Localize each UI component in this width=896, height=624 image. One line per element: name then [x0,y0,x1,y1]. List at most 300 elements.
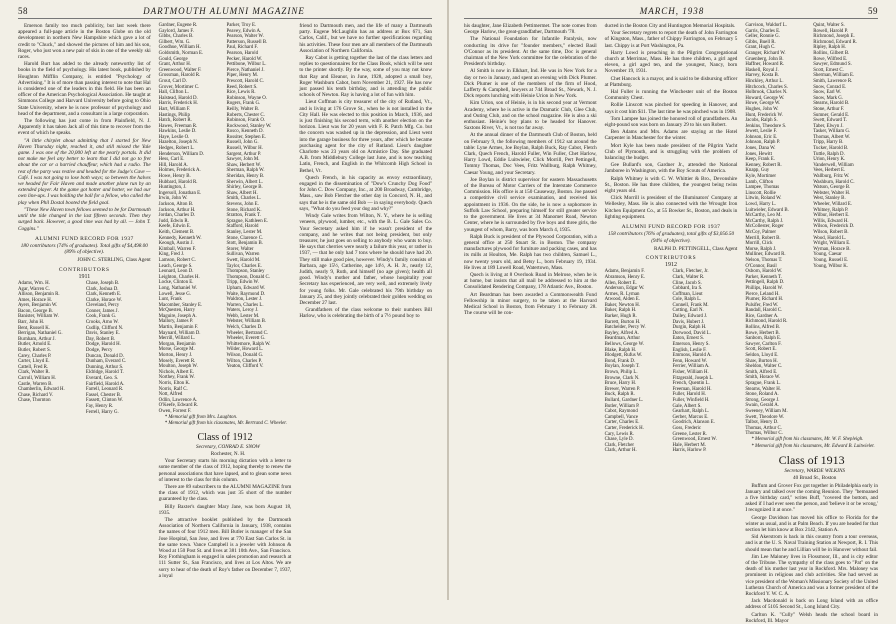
contributor-name: Litwin, Roland W. [745,196,782,202]
footnote: * Memorial gift from Mrs. Laughton. [164,414,238,420]
contributor-name: Goodhue, William H. [158,45,201,51]
contributor-name: Keith, Clement B. [158,229,195,235]
contributor-name: Sargent, Arthur P. [226,151,262,157]
contributor-name: Sanborn, Ralph E. [745,336,782,342]
contributor-name: Freeman, Harold H. [672,386,712,392]
contributor-name: Robinson, Wayne O. [226,95,268,101]
contributor-name: Hinckley, Arthur L. [745,78,784,84]
contributor-name: Webb, Lester M. [226,313,260,319]
contributor-name: Hubbard, Harold R. [158,179,198,185]
paragraph: Your Secretary regrets to report the death of John Farrington of Kingston, Mass., father of Chippy Farrington, on February 5 last. Chippy is at Port Washington, Pa. [604,30,738,49]
contributor-name: Kenney, Robert R. [745,162,782,168]
contributor-name: Tripp, Edwin W. [226,280,259,286]
contributor-name: McCarthy, Ralph J. [745,218,784,224]
contributor-name: Dorwood, David L. [672,330,711,336]
right-column-3 [745,23,879,624]
contributor-name: Pettibone, Wilbur L. [226,62,267,68]
contributor-name: Butler, William P. [604,403,640,409]
contributor-name: West, Stanley B. [813,196,846,202]
contributor-name: Piper, Henry M. [226,73,259,79]
contributor-name: Haffner, Howard R. [745,62,785,68]
footnote: * Memorial gift from his classmates, Mr. Edward B. Luitwieler. [751,443,875,449]
contributor-name: Jacobs, Ralph S. [745,118,778,124]
contributor-name: Dunning, Arthur S. [85,364,124,370]
contributor-name: McCoy, Palmer [745,229,776,235]
contributor-name: Maynard, William D. [158,330,201,336]
contributor-name: Goodrich, Alanson E. [672,420,715,426]
contributor-name: Goldsmith, Norman E. [158,50,204,56]
contributor-name: Ames, Horace H. [18,297,52,303]
contributor-name: Bellows, George W. [604,342,644,348]
paragraph: Ralph Whitney is with C. W. Whittier & Bro., Devonshire St., Boston. He has three children, the youngest being twins eight years old. [604,175,738,195]
paragraph: Windy Gale writes from Wilton, N. Y., where he is selling veneers, plywood, lumber, etc., with the B. L. Gale Sales Co. Your Secretary asked him if he wasn't president of the company, and he writes that not being president, but only treasurer, he just goes on selling to anybody who wants to buy. He says that cherries were nearly a failure this year, or rather in 1937, — that he only had 7 tons where he should have had 20. They still make good pies, however. Windy's family consists of Barbara, age 15½, Catherine, age 14½, A. H. Jr., nearly 12, Judith, nearly 9, Ruth, and himself (no age given); health all good. Windy's mother and father, whose hospitality your Secretary has experienced, are very well, and extremely lively for young folks. Mr. Gale celebrated his 79th birthday on January 25, and they jointly celebrated their golden wedding on December 27 last. [299,213,433,306]
contributor-name: Clark, Walter R. [672,274,705,280]
contributor-name: Young, Russell E. [813,257,849,263]
contributor-name: Sweeney, William M. [745,408,788,414]
contributor-name: Osborn, Harold W. [745,269,783,275]
contributor-name: Buck, Ralph R. [604,392,635,398]
contributor-name: Rockwood, Stanley W. [226,123,272,129]
contributor-name: Clark, Arthur H. [604,448,637,454]
contributor-name: Rowe, Herbert B. [745,330,780,336]
name-column [159,23,224,415]
contributor-name: Hughes, John W. [745,106,779,112]
contributor-name: Stone, Roland A. [745,392,779,398]
left-column-3 [299,23,432,595]
contributor-name: French, Quentin L. [672,381,710,387]
contributor-name: Shirley, George B. [226,185,263,191]
contributor-name: Everard, Geo. S. [85,376,119,382]
paragraph: Ray Cabot is getting together the last of the class letters and replies to questionnaires for the Class Book, which will be sent to the printer shortly. By the way, some of you may not know that Ray and Eleanor, in June, 1928, adopted a small boy, Roger Washburn Cabot, born November 21, 1927. He has now just passed his tenth birthday, and is attending the public schools of Newton. Ray is having a lot of fun with him. [299,55,433,99]
contributor-name: Clark, Fletcher [604,442,635,448]
contributor-name: Gibbs, Charles B. [158,34,194,40]
contributor-name: Mallory, James P. [158,319,194,325]
right-column-1 [464,23,597,595]
contributor-name: Leonard, Leon D. [158,269,194,275]
running-title-right: MARCH, 1938 [639,6,705,16]
paragraph: Mort Kyle has been made president of the Pilgrim Yacht Club of Plymouth, and is struggling with the problem of balancing the budget. [604,142,738,162]
contributor-name: Baker, Ralph H. [604,308,637,314]
contributor-name: Taylor, Charles E. [226,263,262,269]
contributor-name: Rice, Gardner A. [745,313,779,319]
contributor-name: Wilson, Robert B. [813,229,849,235]
contributor-name: Linscott, Rollie [745,190,776,196]
contributor-name: Wilton, Charles P. [226,358,262,364]
contributor-name: Hale, Herbert M. [672,442,706,448]
contributor-name: Day, Robert B. [85,336,116,342]
contributor-name: Lowd, Harry L. [745,202,777,207]
contributor-name: Hitchcock, Charles S. [745,84,788,90]
contributor-name: Martin, Benjamin F. [158,325,199,331]
contributor-name: Locke, Clinton E. [158,280,194,286]
contributor-name: Sprague, Kathleen E. [226,218,269,224]
contributor-name: Harvey, Kosta B. [745,73,779,79]
contributor-name: Fitzgerald, Joseph L. [672,375,714,381]
contributor-name: Paul, Richard F. [226,45,258,51]
contributor-name: Leach, George S. [158,263,193,269]
contributor-name: Castle, Warren B. [18,381,53,387]
contributor-name: Lunt, Frank [158,297,182,303]
contributor-name: Gerber, Marcus E. [672,414,709,420]
contributor-name: Whittemore, Ralph W. [226,341,271,347]
contributor-name: Thomas, Wilbur C. [745,431,783,437]
contributor-name: Lowell, Jesse G. [158,291,191,297]
contributor-name: Ayers, Benjamin W. [18,303,58,309]
contributor-name: Fisher, William H. [672,370,709,375]
contributor-name: Reed, Robert S. [226,84,258,90]
page-number-left: 58 [18,6,28,16]
contributor-name: Fay, Henry R. [85,403,114,409]
year-label: 1912 [665,262,677,269]
contributor-name: Bruce, Harry H. [604,381,637,387]
contributor-name: Harris, Harlow P. [672,448,707,454]
contributor-name: Garris, Charles E. [745,28,781,34]
contributor-name: Cleveland, Percy [85,303,120,309]
contributor-name: Fassel, Chester B. [85,392,122,398]
contributor-name: Nelson, Thomas T. [745,257,783,263]
contributor-name: Roberts, Chester C. [226,112,265,118]
contributor-name: Barr, John H. [18,320,45,326]
contributor-name: Holbrook, Charles N. [745,90,788,96]
contributor-name: Vanderwell, William [813,162,854,168]
name-column [18,281,83,415]
paragraph: Your Secretary starts his morning dictation with a letter to some member of the class of 1912, hoping thereby to renew the personal associations that have lapsed, and to glean some news of interest to the class for this column. [158,458,292,483]
paragraph: At the annual dinner of the Dartmouth Club of Boston, held on February 9, the following members of 1912 sat around the table: Lyne Armes, Joe Boylan, Ralph Buck, Ray Cabot, Fletch Clark, Quech French, Harold Fuller, Win Fuller, Chet Harlow, Harry Lowd, Eddie Luitwieler, Click Morrill, Pert Pettingell, Tommy Thomas, Doc Vees, Fritz Wallburg, Ralph Whitney, Caesar Young, and your Secretary. [464,132,597,176]
contributor-name: Rice, Lewis R. [226,90,256,96]
contributor-name: Carroll, William H. [18,376,57,382]
contributor-name: Stanley, Lester M. [226,229,263,235]
paragraph: Carlton K. "Cully" Welsh heads the school board in Rockford, Ill. Mayor [745,611,879,624]
paragraph: Harry Lowd is preaching in the Pilgrim Congregational church at Merrimac, Mass. He has three children, a girl aged eleven, a girl aged ten, and the youngest, Nancy, born November 19, 1931. [604,49,738,75]
contributor-name: Sumner, Gerald E. [813,112,850,118]
contributor-name: Gruenberg, John B. [745,56,784,62]
contributor-name: Parker, Kenneth T. [745,274,782,280]
contributor-name: Waldron, Lester J. [226,297,263,303]
page-number-right: 59 [868,6,878,16]
contributor-name: Lamson, Robert C. [158,257,196,263]
contributor-name: Prescott, Harold C. [226,78,265,84]
contributor-name: Farrell, Leonard R. [85,387,124,393]
contributors-list-1911 [18,281,151,415]
contributor-name: Jackson, Arthur H. [158,207,196,213]
paragraph: his daughter, Jane Elizabeth Pettimermet. The note comes from George Harlow, the great-grandfather, Dartmouth '78. [464,23,597,36]
paragraph: Click Morrill is president of the Illuminators' Company at Wellesley, Mass. He is also connected with the Wrought Iron Kitchen Equipment Co., at 55 Bowker St., Boston, and deals in lighting equipment. [604,195,738,220]
contributor-name: Sawyer, Carlton F. [745,341,782,347]
contributor-name: Swain, Gerald A. [745,403,780,409]
class-agent: JOHN C. STERLING, Class Agent [77,257,151,264]
contributor-name: Blake, Ralph H. [604,347,637,353]
contributor-name: Grant, Hugh C. [745,45,776,51]
paragraph: Quech French, in his capacity as envoy extraordinary, engaged in the dissemination of "Dow's Crunchy Dog Food" for John C. Dow Company, Inc., at 200 Broadway, Cambridge, Mass., saw Bob Fletcher the other day in Concord, N. H., and says that he is the same old Bob — in saying everybody. Quech says, "What do you feed your dog and why?" [299,174,433,212]
contributor-name: Adams, Benjamin F. [604,269,645,275]
contributor-name: Stone, Richard K. [226,207,262,213]
running-title-left: DARTMOUTH ALUMNI MAGAZINE [143,6,305,16]
contributor-name: Tasker, William G. [813,129,851,135]
contributor-name: Clark, Fletcher, Jr. [672,269,709,275]
contributor-name: Eldridge, Harold T. [85,370,124,376]
contributor-name: Waite, Raymond D. [226,291,266,297]
contributor-name: Carter, Frederick H. [604,425,644,431]
contributor-name: Clark, Walter R. [18,370,50,376]
contributor-name: Davis, Stanley E. [85,331,120,337]
name-column [673,269,738,454]
contributor-name: Ferrell, Harry G. [85,409,119,415]
contributor-name: Talbot, Henry D. [745,420,779,426]
contributor-name: Hawes, Freeman R. [158,123,198,129]
contributor-name: Maguire, Joseph A. [158,313,197,319]
class-secretary: Secretary, WARDE WILKINS [784,468,846,475]
contributor-name: Hedges, Robert L. [158,146,195,152]
contributor-name: Mulliner, Edward R. [745,252,786,258]
contributor-name: Thomas, Arthur C. [745,425,783,431]
contributor-name: Gibbs, Buell R. [745,39,776,45]
contributor-name: Hall, Clifton L. [158,90,189,96]
contributor-name: Bacon, George B. [18,308,53,314]
contributor-name: Clarke, Horace W. [85,297,122,303]
contributor-name: Hill, Harold A. [158,162,189,168]
contributor-name: Northey, Frank W. [158,375,195,381]
contributor-name: Stearns, Harold B. [813,101,850,107]
paragraph: Tom Lampee has joined the honored roll of grandfathers. An eight-pound son was born on January 29 to his son Robert. [604,115,738,129]
paragraph: Ralph Buck is president of the Plywood Corporation, with a general office at 250 Stuart St. in Boston. The company manufactures plywood for furniture and packing cases, and has its mills at Houlton, Me. Ralph has two children, Samuel L., now twenty years old, and Betsy L., born February 19, 1934. He lives at 189 Lowell Road, Watertown, Mass. [464,233,597,271]
contributor-name: Dunham, Everard C. [85,359,127,365]
contributor-name: Fuller, Winfield H. [672,397,710,403]
contributor-name: Carter, Lloyd E. [18,359,50,365]
contributor-name: Sawyer, John M. [226,157,260,163]
contributor-name: Carter, Charles E. [604,420,640,426]
paragraph: The following has just come in from Plainfield, N. J. Apparently it has taken Jack all of this time to recover from the event of which he speaks. [18,118,151,137]
contributor-name: Pecker, Harold W. [226,56,263,62]
contributor-name: Pierce, Leland H. [745,291,780,297]
contributor-name: Cabot, Raymond [604,409,638,415]
contributor-name: Webster, Walter H. [813,190,851,196]
contributor-name: Hart, William F. [158,106,191,112]
contributor-name: Johnson, Eric E. [745,134,778,140]
contributor-name: O'Connor, Basil [745,263,777,269]
contributor-name: Wheeler, Bertrand C. [226,330,269,336]
paragraph: Jack Macdonald is back on Long Island with an office address of 5105 Second St., Long Island City. [745,598,879,611]
contributor-name: Boylan, Joseph T. [604,364,640,370]
contributor-name: Brown, Philip L. [604,370,638,375]
contributor-name: Wilson, Donald G. [226,353,264,359]
contributor-name: Swett, Theodore W. [745,414,785,420]
contributor-name: Smith, Charles L. [226,196,262,202]
left-page [0,0,448,600]
contributor-name: Gearhart, Ralph L. [672,409,710,415]
contributor-name: Duncan, Donald D. [85,353,124,359]
class-secretary-address: Rochester, N. H. [210,450,246,457]
contributor-name: Rossiter, Stephen E. [226,134,266,140]
right-page [448,0,896,624]
contributor-name: Yeaton, Clifford V. [226,364,264,370]
contributor-name: Connell, Frank M. [672,302,709,308]
contributor-name: Morrill, Click [745,241,773,247]
contributor-name: Rollins, Gilbert B. [813,50,850,56]
fund-record-heading: ALUMNI FUND RECORD FOR 1937 [34,235,134,242]
contributor-name: Wheeler, Everett G. [226,336,266,342]
contributor-name: Wilder, Howard L. [226,347,264,353]
contributor-name: Sullivan, Warren [226,252,260,258]
paragraph: Billy Baxter's daughter Mary Jane, was born August 18, 1935. [158,503,292,516]
paragraph: "A little chirplet about admitting that I started for New Haven Thursday night, reached it, and still missed the Yale game. I was one of the 20,000 left at the pearly portals. It did not make me feel any better to learn that I did not go to fret about the car or a harried chauffeur, which had a radio. The rest of the party was restive and headed for the Judge's Cave — Café. I was not going to lose both ways; so between the halves we headed for Fair Haven and made another plane run by an extended player. At the game got hotter and hotter, we had our own line-ups. I was holding the ball for a fellow, who called the play when Phil Dostal booted the field goal. [18,137,151,206]
contributor-name: Clark, Kenneth E. [85,292,122,298]
contributor-name: Crooks, Arno W. [85,320,119,326]
contributor-name: Agar, Warren C. [18,286,50,292]
name-column [745,23,810,437]
contributor-name: Smith, Lawrence R. [813,78,853,84]
contributor-name: Bond, Frank D. [604,358,636,364]
contributor-name: Batchelder, Percy W. [604,325,646,331]
class-agent: RALPH D. PETTINGELL, Class Agent [654,245,738,252]
contributor-name: Rollins, Alfred B. [745,325,781,331]
contributor-name: Snow, Conrad E. [813,84,847,90]
contributor-name: Atwood, Alden E. [604,297,640,303]
contributor-name: Jones, Dana W. [745,146,776,152]
contributor-name: Irwin, John W. [158,196,188,202]
contributors-heading: CONTRIBUTORS [58,266,110,273]
contributor-name: Beardman, Arthur [604,336,640,342]
contributor-name: Granger, Richard W. [745,50,786,56]
contributor-name: Gilbert, Wm. G. [158,39,191,45]
paragraph: Grandfathers of the class welcome to their numbers Bill Harlow, who is celebrating the birth of a 7½ pound boy to [299,307,433,320]
contributor-name: Cotting, Earl N. [672,308,704,314]
contributor-name: Richmond, Harold R. [745,319,788,325]
contributor-name: Vees, Herbert E. [813,168,846,174]
contributor-name: Kyle, Mortimer [745,174,777,180]
name-column [227,23,292,415]
contributor-name: Stone, Clarence C. [226,235,264,241]
contributor-name: Howe, Henry B. [158,174,191,180]
contributor-name: Rogers, Frank G. [226,101,261,107]
contributor-name: Knapp, Guy [745,168,770,174]
contributor-name: Shaw, Albert H. [226,190,258,196]
contributor-name: Grout, Carl D. [158,78,187,84]
left-column-2 [159,23,292,595]
contributor-name: Morse, Ralph J. [745,246,777,252]
contributor-name: Long, Nathaniel W. [158,285,197,291]
contributor-name: Sherman, Ralph W. [226,168,265,174]
contributor-name: Rowell, Harold P. [813,28,848,34]
contributor-name: Stone, Arthur F. [813,106,845,112]
fund-record-heading: ALUMNI FUND RECORD FOR 1937 [621,224,721,231]
contributor-name: Bent, Russell K. [18,325,51,331]
contributor-name: Bayley, Alfred A. [604,330,639,336]
contributor-name: Urion, Henry K. [813,157,846,163]
contributor-name: Young, Wilbur K. [813,263,849,269]
contributor-name: Lamb, Clifton [745,179,774,185]
contributor-name: Kennedy, Kenneth W. [158,235,202,241]
contributor-name: Burnham, Arthur J. [18,336,56,342]
contributor-name: Dodge, Harold H. [85,342,121,348]
contributor-name: Chase, Richard V. [18,392,54,398]
contributor-name: McCollester, Roger [745,224,784,230]
contributor-name: Tuttle, Ralph D. [813,151,845,157]
name-column [86,281,151,415]
contributor-name: Coffman, Lieut [672,291,703,297]
contributor-name: Carey, Charles P. [18,353,52,359]
contributor-name: Cary, Lewis R. [604,431,634,437]
footnote: * Memorial gift from his classmates, Mr. Bertrand C. Wheeler. [164,421,287,427]
name-column [813,23,878,437]
contributor-name: Blodgett, Rufus W. [604,353,643,359]
contributor-name: Cattell, Fred R. [18,364,49,370]
contributor-name: Sawyer, Edmund S. [813,62,852,68]
contributor-name: Dailey, Edward J. [672,314,708,320]
contributor-name: Bullard, Gardner L. [604,397,644,403]
contributor-name: Anderson, Edgar W. [604,286,645,292]
contributors-list-1911-cont [159,23,292,415]
contributor-name: Gale, Albert S. [672,403,702,409]
contributor-name: Seldon, Lloyd E. [745,353,779,359]
contributor-name: Whitney, Ralph P. [813,207,849,213]
contributor-name: Gardner, Eugene R. [158,23,198,28]
paragraph: Art Beardman has been awarded a Commonwealth Fund Fellowship in minor surgery, to be taken at the Harvard Medical School in Boston, from February 1 to February 28. The course will be con- [464,291,597,317]
contributor-name: Chamberlin, Edward H. [18,387,65,393]
contributor-name: Fairfield, Harold A. [85,381,125,387]
contributor-name: Rosco, Kenneth D. [226,129,264,135]
contributor-name: Stratton, Frank T. [226,213,261,219]
contributor-name: Norris, Ralf C. [158,386,188,392]
contributor-name: Hunt, Frederick W. [745,112,783,118]
contributor-name: Storer, Walter [226,246,254,252]
contributor-name: Stafford, Harold [226,224,259,230]
paragraph: Chet Hancock is a mayor, and is said to be disbursing officer at Plattsburg. [604,75,738,88]
contributor-name: Russell, Wilbur H. [226,146,263,152]
contributor-name: Robinson, Frank O. [226,118,266,124]
contributor-name: Adams, Wm. H. [18,280,50,286]
contributor-name: Fassett, Clinton W. [85,398,124,404]
contributor-name: Merrill, Robert B. [745,235,781,241]
contributor-name: Washburn, Harold C. [813,179,855,185]
contributor-name: Reilly, Walter B. [226,106,260,112]
contributor-name: Scott, Ernest C. [813,67,844,73]
contributor-name: Fuller, Harold H. [672,392,707,398]
contributor-name: Taber, Elwyn J. [813,123,844,129]
contributor-name: Wright, William E. [813,241,851,247]
contributor-name: Garvison, Waldorf L. [745,23,787,28]
contributor-name: Thomas, Albert W. [813,134,851,140]
footnote: * Memorial gift from his classmates, Mr. W. F. Shepleigh. [751,436,864,442]
paragraph: Hal Fuller is running the Winchester unit of the Boston Community Chest. [604,89,738,102]
contributor-name: Pulsifer, Fred W. [745,302,779,308]
contributor-name: Welch, Charles D. [226,325,263,331]
contributor-name: Webster, William B. [226,319,267,325]
contributor-name: McCarthy, Leo M. [745,213,782,219]
contributor-name: Sherman, William E. [813,73,855,79]
contributor-name: Goss, Frederic [672,425,702,431]
contributor-name: Macomber, Stanley E. [158,302,203,308]
contributor-name: Berrigan, Nathaniel G. [18,331,63,337]
contributor-name: Judd, Edwin R. [158,218,189,224]
contributor-name: Sheridan, Henry B. [226,174,265,180]
contributor-name: Luitwieler, Edward B. [745,207,789,213]
paragraph: ducted in the Boston City and Huntington Memorial Hospitals. [604,23,736,29]
paragraph: Sid Akerstrom is back in this country from a tour overseas, and is at the U. S. Naval Training Station at Newport, R. I. This should mean that he and Lillian will be in Hanover without fail. [745,534,879,553]
contributor-name: Thompson, Donald C. [226,274,270,280]
contributor-name: Wallburg, Fritz W. [813,174,850,180]
contributor-name: Jewett, Leslie F. [745,129,778,135]
contributor-name: Huntington, J. [158,185,187,191]
contributor-name: Plumer, Richard H. [745,297,784,303]
contributor-name: Armes, R. Lyman [604,291,640,297]
paragraph: Kim Urion, son of Heinie, is in his second year at Vermont Academy, where he is active in the Dramatic Club, Glee Club, and Outing Club, and on the school magazine. He is also a ski enthusiast. Heinie's boy plans to be headed for Hanover. Saxtons River, Vt., is not too far away. [464,100,597,132]
contributor-name: Clark, Joshua D. [85,286,119,292]
contributor-name: Cobbard, Ira S. [672,286,703,292]
contributor-name: Upham, Edward W. [226,285,266,291]
contributor-name: Sherwin, Albert L. [226,179,263,185]
contributor-name: Nott, Alfred [158,392,183,398]
contributor-name: Gould, George [158,56,188,62]
